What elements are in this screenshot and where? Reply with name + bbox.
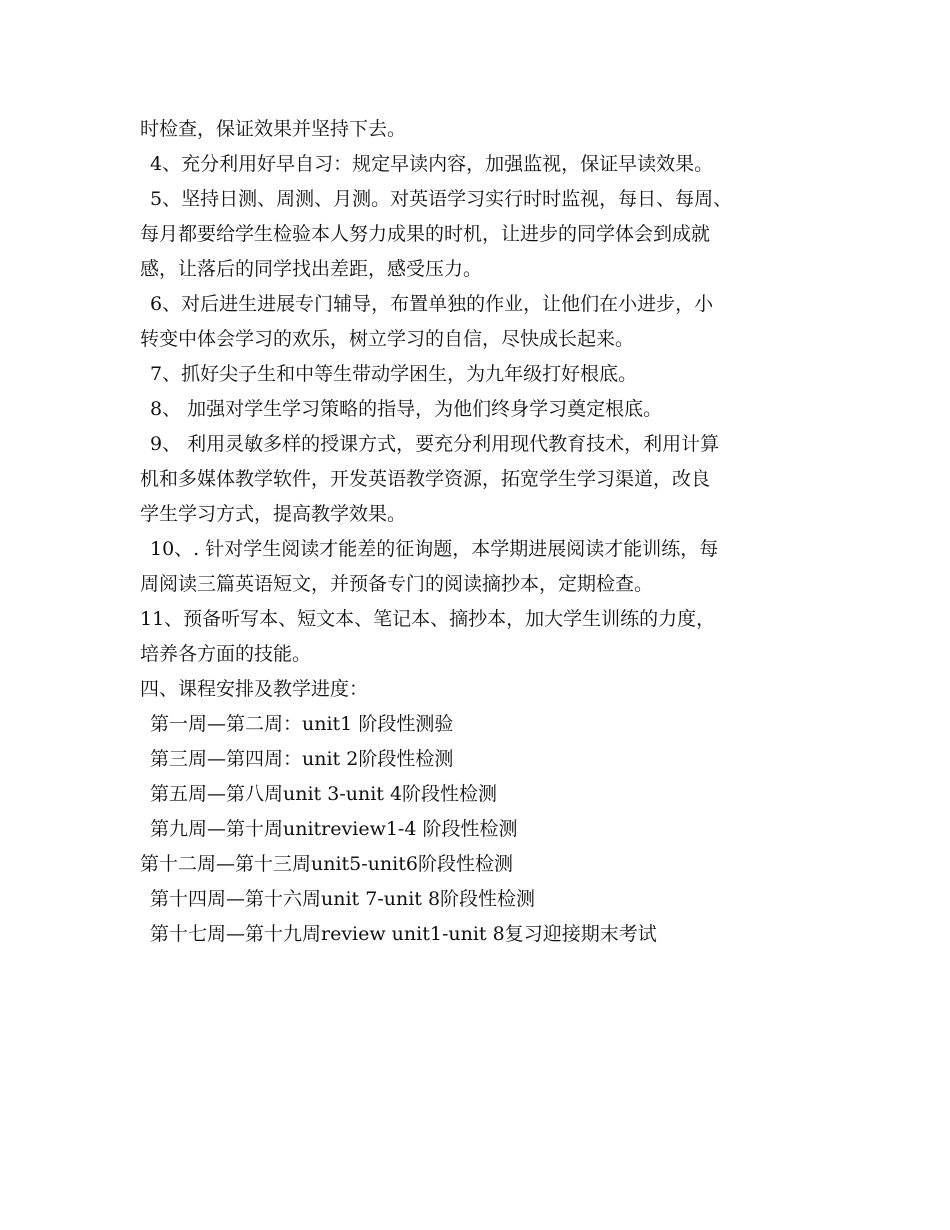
text-line: 11、预备听写本、短文本、笔记本、摘抄本，加大学生训练的力度， [140, 608, 716, 630]
schedule-item: 第十七周—第十九周review unit1-unit 8复习迎接期末考试 [150, 923, 657, 945]
section-heading: 四、课程安排及教学进度： [140, 678, 369, 700]
text-line: 机和多媒体教学软件，开发英语教学资源，拓宽学生学习渠道，改良 [140, 468, 711, 490]
text-line: 8、 加强对学生学习策略的指导，为他们终身学习奠定根底。 [150, 398, 663, 420]
text-line: 每月都要给学生检验本人努力成果的时机，让进步的同学体会到成就 [140, 223, 711, 245]
schedule-item: 第九周—第十周unitreview1-4 阶段性检测 [150, 818, 518, 840]
text-line: 6、对后进生进展专门辅导，布置单独的作业，让他们在小进步，小 [150, 293, 714, 315]
text-line: 感，让落后的同学找出差距，感受压力。 [140, 258, 483, 280]
text-line: 10、. 针对学生阅读才能差的征询题，本学期进展阅读才能训练，每 [150, 538, 719, 560]
document-body [140, 112, 830, 952]
schedule-item: 第十二周—第十三周unit5-unit6阶段性检测 [140, 853, 513, 875]
schedule-item: 第一周—第二周：unit1 阶段性测验 [150, 713, 454, 735]
schedule-item: 第十四周—第十六周unit 7-unit 8阶段性检测 [150, 888, 536, 910]
text-line: 9、 利用灵敏多样的授课方式，要充分利用现代教育技术，利用计算 [150, 433, 720, 455]
text-line: 4、充分利用好早自习：规定早读内容，加强监视，保证早读效果。 [150, 153, 714, 175]
schedule-item: 第三周—第四周：unit 2阶段性检测 [150, 748, 454, 770]
text-line: 培养各方面的技能。 [140, 643, 312, 665]
text-line: 周阅读三篇英语短文，并预备专门的阅读摘抄本，定期检查。 [140, 573, 654, 595]
text-line: 时检查，保证效果并坚持下去。 [140, 118, 407, 140]
text-line: 学生学习方式，提高教学效果。 [140, 503, 407, 525]
text-line: 7、抓好尖子生和中等生带动学困生，为九年级打好根底。 [150, 363, 638, 385]
schedule-item: 第五周—第八周unit 3-unit 4阶段性检测 [150, 783, 498, 805]
text-line: 转变中体会学习的欢乐，树立学习的自信，尽快成长起来。 [140, 328, 635, 350]
text-line: 5、坚持日测、周测、月测。对英语学习实行时时监视，每日、每周、 [150, 188, 733, 210]
